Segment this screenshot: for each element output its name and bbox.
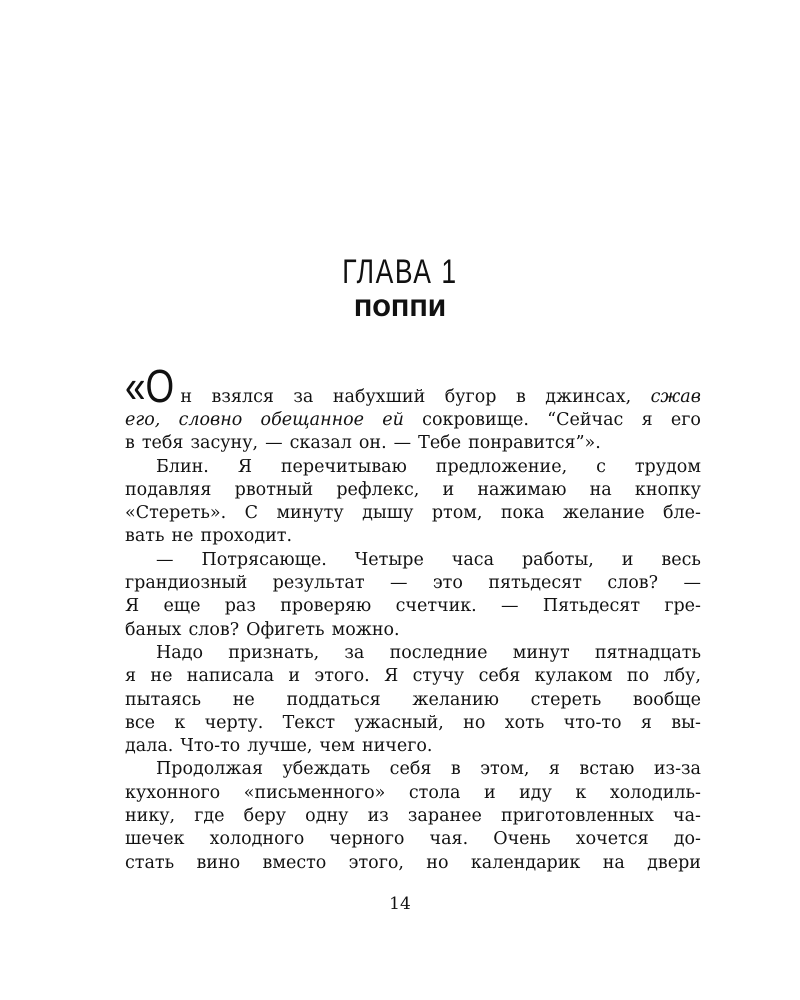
word: двери — [647, 852, 701, 873]
word: словно — [178, 410, 243, 430]
word: пятнадцать — [594, 642, 701, 663]
word: и — [621, 549, 634, 570]
word: я — [640, 712, 652, 733]
word: проходит. — [200, 526, 293, 547]
word: — — [156, 549, 174, 570]
word: джинсах, — [545, 386, 632, 407]
word: не — [171, 526, 194, 547]
word: я — [125, 666, 137, 687]
word: бле- — [663, 503, 701, 524]
word: это — [432, 573, 463, 594]
word: встаю — [579, 759, 635, 780]
word: — — [683, 573, 701, 594]
word: стать — [125, 852, 175, 873]
word: заранее — [407, 806, 482, 827]
word: счетчик. — [395, 596, 477, 617]
word: с — [596, 456, 606, 477]
word: в — [515, 386, 526, 407]
word: Я — [125, 596, 140, 617]
word: в — [450, 759, 461, 780]
word: вино — [196, 852, 241, 873]
text-line — [125, 782, 701, 805]
word: за — [344, 642, 365, 663]
word: ртом, — [431, 503, 483, 524]
word: дышу — [362, 503, 414, 524]
word: Четыре — [354, 549, 424, 570]
text-line — [125, 852, 701, 875]
word: С — [244, 503, 258, 524]
word: до- — [673, 829, 701, 850]
word: где — [194, 806, 225, 827]
word: Блин. — [156, 456, 209, 477]
word: не — [232, 689, 255, 710]
text-line — [125, 502, 701, 525]
word: себя — [478, 666, 521, 687]
word: Надо — [156, 642, 204, 663]
word: последние — [389, 642, 488, 663]
text-line — [125, 828, 701, 851]
word: я — [641, 410, 653, 430]
word: обещанное — [260, 410, 365, 430]
word: беру — [243, 806, 287, 827]
word: нику, — [125, 806, 176, 827]
text-line — [125, 595, 701, 618]
word: шечек — [125, 829, 185, 850]
text-line — [125, 549, 701, 572]
word: грандиозный — [125, 573, 248, 594]
drop-cap: «О — [125, 359, 175, 412]
text-line — [125, 712, 701, 735]
word: себя — [389, 759, 432, 780]
word: понравится”». — [468, 433, 601, 454]
word: по — [626, 666, 650, 687]
word: пока — [500, 503, 545, 524]
text-line — [125, 432, 701, 455]
word: трудом — [634, 456, 701, 477]
word: нажимаю — [477, 479, 567, 500]
word: Продолжая — [156, 759, 263, 780]
word: желание — [562, 503, 645, 524]
word: календарик — [470, 852, 581, 873]
word: черту. — [204, 712, 264, 733]
text-line — [125, 689, 701, 712]
word: результат — [272, 573, 365, 594]
text-line — [125, 572, 701, 595]
word: не — [150, 666, 173, 687]
word-group — [125, 359, 193, 412]
word: проверяю — [280, 596, 372, 617]
word: я — [548, 759, 560, 780]
word: на — [602, 852, 625, 873]
word: этого, — [348, 852, 404, 873]
word: слов? — [607, 573, 659, 594]
word: Я — [384, 666, 399, 687]
text-line — [125, 665, 701, 688]
word: но — [426, 852, 449, 873]
word: этом, — [480, 759, 530, 780]
word: рвотный — [234, 479, 314, 500]
word: баных — [125, 619, 182, 640]
word: что-то — [563, 712, 622, 733]
word: «письменного» — [243, 782, 386, 803]
word: — — [265, 433, 283, 454]
word: написала — [186, 666, 275, 687]
chapter-heading: ГЛАВА 1 — [342, 253, 458, 291]
body-text — [125, 359, 701, 875]
word: пытаясь — [125, 689, 202, 710]
word: ничего. — [361, 736, 433, 757]
word: вать — [125, 526, 165, 547]
word: лучше, — [247, 736, 313, 757]
word: вообще — [632, 689, 701, 710]
word: можно. — [331, 619, 400, 640]
word: приготовленных — [501, 806, 654, 827]
text-line — [125, 735, 701, 758]
text-line — [125, 642, 701, 665]
text-line — [125, 409, 701, 432]
word: Тебе — [418, 433, 462, 454]
word: он. — [358, 433, 387, 454]
word: кухонного — [125, 782, 221, 803]
word: Очень — [493, 829, 551, 850]
word: из-за — [653, 759, 701, 780]
word: часа — [451, 549, 495, 570]
word: стереть — [530, 689, 602, 710]
word: н — [180, 386, 193, 407]
word: Что-то — [180, 736, 241, 757]
word: чем — [319, 736, 355, 757]
word: перечитываю — [280, 456, 407, 477]
word: предложение, — [435, 456, 568, 477]
word: сокровище. — [422, 410, 529, 430]
word: “Сейчас — [547, 410, 624, 430]
word: кнопку — [634, 479, 701, 500]
word: холодного — [209, 829, 305, 850]
word: Потрясающе. — [201, 549, 327, 570]
word: пятьдесят — [488, 573, 582, 594]
word: рефлекс, — [336, 479, 420, 500]
word: в — [125, 433, 135, 454]
word: желанию — [412, 689, 499, 710]
word: чая. — [429, 829, 469, 850]
word: за — [293, 386, 314, 407]
word: стола — [408, 782, 461, 803]
word: тебя — [141, 433, 184, 454]
word: набухший — [332, 386, 426, 407]
word: слов? — [188, 619, 240, 640]
page-number: 14 — [389, 894, 411, 914]
word: ужасный, — [354, 712, 444, 733]
text-line — [125, 456, 701, 479]
word: одну — [305, 806, 349, 827]
word: к — [575, 782, 587, 803]
word: холодиль- — [609, 782, 701, 803]
word: хоть — [504, 712, 545, 733]
word: — — [393, 433, 412, 454]
text-line — [125, 805, 701, 828]
word: кулаком — [534, 666, 613, 687]
word: ей — [382, 410, 404, 430]
text-line — [125, 525, 701, 548]
word: Текст — [282, 712, 336, 733]
word: подавляя — [125, 479, 212, 500]
word: минуту — [276, 503, 344, 524]
word: все — [125, 712, 156, 733]
word: его, — [125, 410, 161, 430]
word: Пятьдесят — [542, 596, 641, 617]
word: из — [367, 806, 389, 827]
word: поддаться — [286, 689, 381, 710]
word: еще — [163, 596, 201, 617]
text-line — [125, 359, 701, 412]
word: этого. — [314, 666, 370, 687]
word: и — [442, 479, 455, 500]
word: ча- — [673, 806, 701, 827]
word: — — [389, 573, 408, 594]
word: стучу — [412, 666, 465, 687]
word: весь — [661, 549, 701, 570]
word: иду — [519, 782, 552, 803]
word: к — [174, 712, 186, 733]
word: но — [463, 712, 486, 733]
word: взялся — [211, 386, 274, 407]
word: бугор — [444, 386, 497, 407]
word: засуну, — [190, 433, 259, 454]
word: хочется — [575, 829, 649, 850]
word: — — [501, 596, 519, 617]
word: черного — [329, 829, 405, 850]
word: Офигеть — [246, 619, 325, 640]
word: гре- — [664, 596, 701, 617]
word: дала. — [125, 736, 174, 757]
text-line — [125, 758, 701, 781]
word: на — [589, 479, 612, 500]
word: его — [670, 410, 701, 430]
word: «Стереть». — [125, 503, 227, 524]
text-line — [125, 479, 701, 502]
word: признать, — [228, 642, 320, 663]
word: и — [288, 666, 301, 687]
word: работы, — [521, 549, 594, 570]
word: сказал — [289, 433, 352, 454]
word: Я — [237, 456, 252, 477]
word: вместо — [262, 852, 327, 873]
word: убеждать — [282, 759, 371, 780]
word: раз — [224, 596, 256, 617]
chapter-title: ПОППИ — [353, 297, 447, 322]
word: вы- — [671, 712, 701, 733]
word: сжав — [650, 386, 701, 407]
word: минут — [512, 642, 570, 663]
word: лбу, — [663, 666, 701, 687]
word: и — [483, 782, 496, 803]
text-line — [125, 619, 701, 642]
